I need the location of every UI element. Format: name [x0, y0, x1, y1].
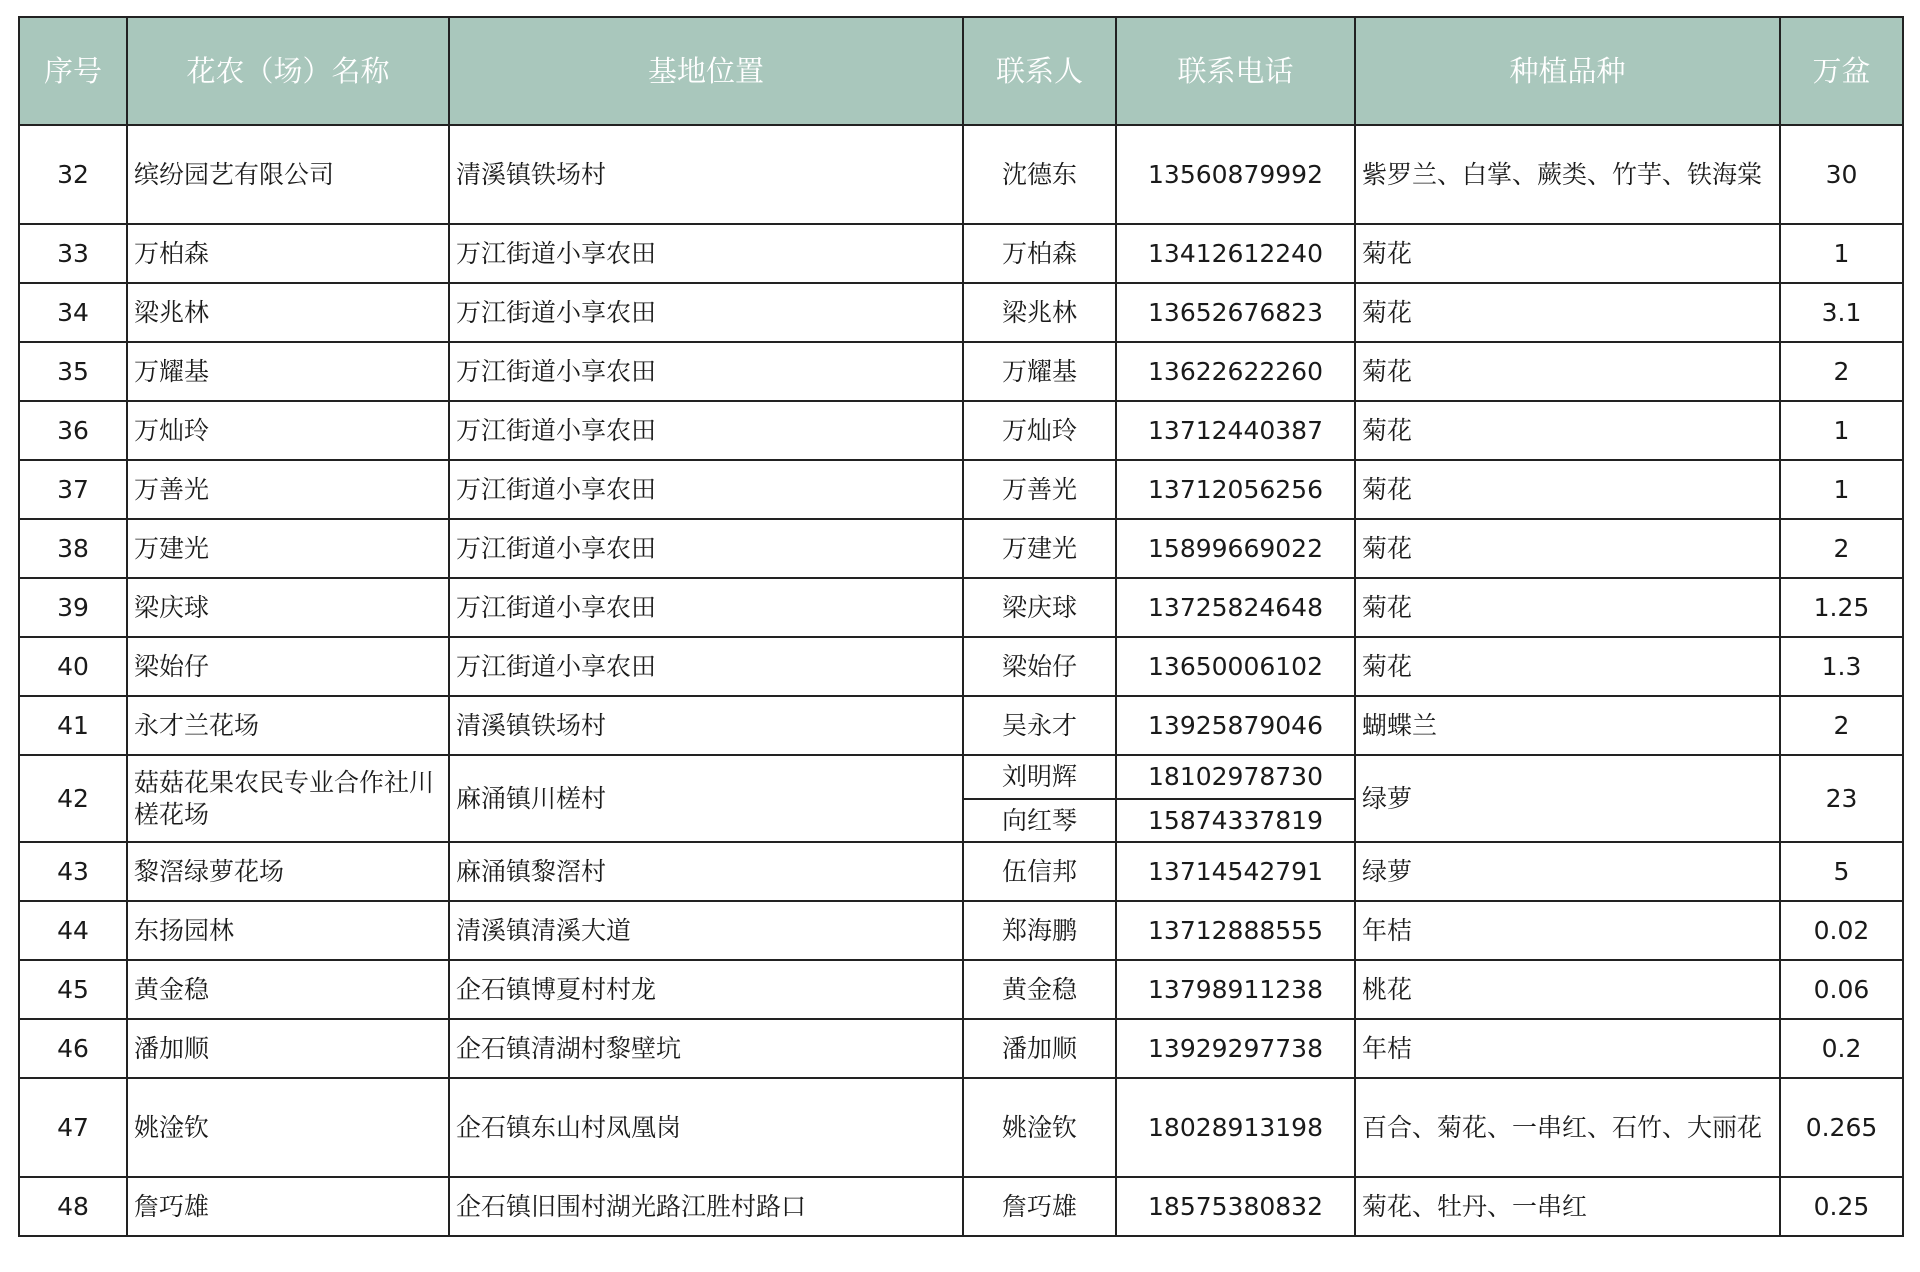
cell-phone: 13725824648 — [1116, 578, 1355, 637]
cell-pots: 0.2 — [1780, 1019, 1903, 1078]
cell-name: 万柏森 — [127, 224, 449, 283]
cell-location: 万江街道小享农田 — [449, 224, 963, 283]
cell-contact: 沈德东 — [963, 125, 1116, 224]
cell-name: 永才兰花场 — [127, 696, 449, 755]
cell-phone: 18028913198 — [1116, 1078, 1355, 1177]
cell-no: 32 — [19, 125, 127, 224]
cell-variety: 菊花 — [1355, 637, 1780, 696]
cell-location: 万江街道小享农田 — [449, 637, 963, 696]
cell-pots: 30 — [1780, 125, 1903, 224]
cell-no: 46 — [19, 1019, 127, 1078]
cell-phone: 13412612240 — [1116, 224, 1355, 283]
cell-phone: 18575380832 — [1116, 1177, 1355, 1236]
cell-name: 东扬园林 — [127, 901, 449, 960]
cell-location: 万江街道小享农田 — [449, 342, 963, 401]
cell-name: 黄金稳 — [127, 960, 449, 1019]
cell-variety: 紫罗兰、白掌、蕨类、竹芋、铁海棠 — [1355, 125, 1780, 224]
header-no: 序号 — [19, 17, 127, 125]
cell-contact: 郑海鹏 — [963, 901, 1116, 960]
cell-no: 38 — [19, 519, 127, 578]
cell-contact: 姚淦钦 — [963, 1078, 1116, 1177]
cell-pots: 2 — [1780, 342, 1903, 401]
cell-pots: 23 — [1780, 755, 1903, 842]
table-row — [19, 460, 1903, 519]
cell-phone: 13712440387 — [1116, 401, 1355, 460]
cell-no: 40 — [19, 637, 127, 696]
cell-phone: 13560879992 — [1116, 125, 1355, 224]
table-row — [19, 1177, 1903, 1236]
table-row — [19, 960, 1903, 1019]
cell-no: 34 — [19, 283, 127, 342]
cell-name: 潘加顺 — [127, 1019, 449, 1078]
table-row — [19, 696, 1903, 755]
cell-pots: 1.3 — [1780, 637, 1903, 696]
cell-location: 企石镇清湖村黎壁坑 — [449, 1019, 963, 1078]
cell-name: 詹巧雄 — [127, 1177, 449, 1236]
cell-variety: 绿萝 — [1355, 755, 1780, 842]
cell-phone: 13712888555 — [1116, 901, 1355, 960]
cell-name: 黎滘绿萝花场 — [127, 842, 449, 901]
cell-no: 44 — [19, 901, 127, 960]
table-row — [19, 224, 1903, 283]
cell-name: 缤纷园艺有限公司 — [127, 125, 449, 224]
cell-variety: 年桔 — [1355, 901, 1780, 960]
cell-name: 梁庆球 — [127, 578, 449, 637]
table-row — [19, 125, 1903, 224]
cell-phone: 13712056256 — [1116, 460, 1355, 519]
cell-contact: 万耀基 — [963, 342, 1116, 401]
table-body — [19, 125, 1903, 1236]
cell-contact: 吴永才 — [963, 696, 1116, 755]
cell-variety: 菊花 — [1355, 224, 1780, 283]
cell-contact: 梁庆球 — [963, 578, 1116, 637]
cell-variety: 百合、菊花、一串红、石竹、大丽花 — [1355, 1078, 1780, 1177]
cell-phone: 13652676823 — [1116, 283, 1355, 342]
cell-pots: 5 — [1780, 842, 1903, 901]
cell-contact: 万柏森 — [963, 224, 1116, 283]
cell-pots: 2 — [1780, 519, 1903, 578]
cell-no: 35 — [19, 342, 127, 401]
cell-location: 万江街道小享农田 — [449, 578, 963, 637]
cell-contact: 刘明辉 — [963, 755, 1116, 799]
cell-name: 万耀基 — [127, 342, 449, 401]
cell-contact: 万灿玲 — [963, 401, 1116, 460]
cell-no: 36 — [19, 401, 127, 460]
cell-location: 企石镇旧围村湖光路江胜村路口 — [449, 1177, 963, 1236]
cell-phone: 18102978730 — [1116, 755, 1355, 799]
cell-phone: 13622622260 — [1116, 342, 1355, 401]
table-row — [19, 1019, 1903, 1078]
cell-phone: 13925879046 — [1116, 696, 1355, 755]
cell-pots: 0.06 — [1780, 960, 1903, 1019]
table-row — [19, 637, 1903, 696]
cell-no: 48 — [19, 1177, 127, 1236]
cell-phone: 13929297738 — [1116, 1019, 1355, 1078]
cell-location: 麻涌镇黎滘村 — [449, 842, 963, 901]
table-row — [19, 342, 1903, 401]
cell-variety: 桃花 — [1355, 960, 1780, 1019]
table-header-row — [19, 17, 1903, 125]
cell-variety: 菊花 — [1355, 519, 1780, 578]
table-row — [19, 283, 1903, 342]
cell-no: 33 — [19, 224, 127, 283]
cell-contact: 梁兆林 — [963, 283, 1116, 342]
cell-variety: 菊花 — [1355, 460, 1780, 519]
cell-location: 万江街道小享农田 — [449, 283, 963, 342]
table-row — [19, 755, 1903, 799]
cell-phone: 15874337819 — [1116, 799, 1355, 842]
cell-name: 梁兆林 — [127, 283, 449, 342]
cell-name: 万灿玲 — [127, 401, 449, 460]
cell-location: 清溪镇铁场村 — [449, 125, 963, 224]
cell-location: 清溪镇铁场村 — [449, 696, 963, 755]
header-phone: 联系电话 — [1116, 17, 1355, 125]
cell-contact: 伍信邦 — [963, 842, 1116, 901]
cell-location: 麻涌镇川槎村 — [449, 755, 963, 842]
cell-location: 清溪镇清溪大道 — [449, 901, 963, 960]
cell-contact: 万建光 — [963, 519, 1116, 578]
table-row — [19, 842, 1903, 901]
cell-pots: 3.1 — [1780, 283, 1903, 342]
cell-name: 姚淦钦 — [127, 1078, 449, 1177]
table-row — [19, 578, 1903, 637]
cell-name: 万善光 — [127, 460, 449, 519]
cell-no: 39 — [19, 578, 127, 637]
cell-location: 企石镇东山村凤凰岗 — [449, 1078, 963, 1177]
cell-pots: 0.25 — [1780, 1177, 1903, 1236]
cell-phone: 15899669022 — [1116, 519, 1355, 578]
cell-contact: 詹巧雄 — [963, 1177, 1116, 1236]
cell-variety: 菊花 — [1355, 401, 1780, 460]
cell-phone: 13650006102 — [1116, 637, 1355, 696]
cell-pots: 0.265 — [1780, 1078, 1903, 1177]
cell-variety: 蝴蝶兰 — [1355, 696, 1780, 755]
header-pots: 万盆 — [1780, 17, 1903, 125]
cell-variety: 绿萝 — [1355, 842, 1780, 901]
cell-name: 菇菇花果农民专业合作社川槎花场 — [127, 755, 449, 842]
cell-location: 企石镇博夏村村龙 — [449, 960, 963, 1019]
cell-pots: 1.25 — [1780, 578, 1903, 637]
cell-variety: 菊花、牡丹、一串红 — [1355, 1177, 1780, 1236]
cell-variety: 菊花 — [1355, 283, 1780, 342]
header-variety: 种植品种 — [1355, 17, 1780, 125]
cell-variety: 年桔 — [1355, 1019, 1780, 1078]
cell-pots: 0.02 — [1780, 901, 1903, 960]
cell-variety: 菊花 — [1355, 578, 1780, 637]
header-location: 基地位置 — [449, 17, 963, 125]
cell-pots: 2 — [1780, 696, 1903, 755]
cell-variety: 菊花 — [1355, 342, 1780, 401]
cell-pots: 1 — [1780, 460, 1903, 519]
cell-phone: 13798911238 — [1116, 960, 1355, 1019]
table-row — [19, 1078, 1903, 1177]
table-row — [19, 401, 1903, 460]
cell-contact: 黄金稳 — [963, 960, 1116, 1019]
cell-location: 万江街道小享农田 — [449, 519, 963, 578]
table-row — [19, 901, 1903, 960]
cell-contact: 万善光 — [963, 460, 1116, 519]
cell-pots: 1 — [1780, 401, 1903, 460]
header-contact: 联系人 — [963, 17, 1116, 125]
cell-contact: 向红琴 — [963, 799, 1116, 842]
cell-location: 万江街道小享农田 — [449, 460, 963, 519]
cell-no: 45 — [19, 960, 127, 1019]
cell-no: 43 — [19, 842, 127, 901]
cell-name: 万建光 — [127, 519, 449, 578]
cell-pots: 1 — [1780, 224, 1903, 283]
header-name: 花农（场）名称 — [127, 17, 449, 125]
cell-no: 42 — [19, 755, 127, 842]
flower-farm-table — [18, 16, 1904, 1237]
cell-contact: 潘加顺 — [963, 1019, 1116, 1078]
cell-no: 47 — [19, 1078, 127, 1177]
cell-no: 41 — [19, 696, 127, 755]
table-row — [19, 519, 1903, 578]
cell-phone: 13714542791 — [1116, 842, 1355, 901]
cell-location: 万江街道小享农田 — [449, 401, 963, 460]
cell-no: 37 — [19, 460, 127, 519]
cell-contact: 梁始仔 — [963, 637, 1116, 696]
cell-name: 梁始仔 — [127, 637, 449, 696]
